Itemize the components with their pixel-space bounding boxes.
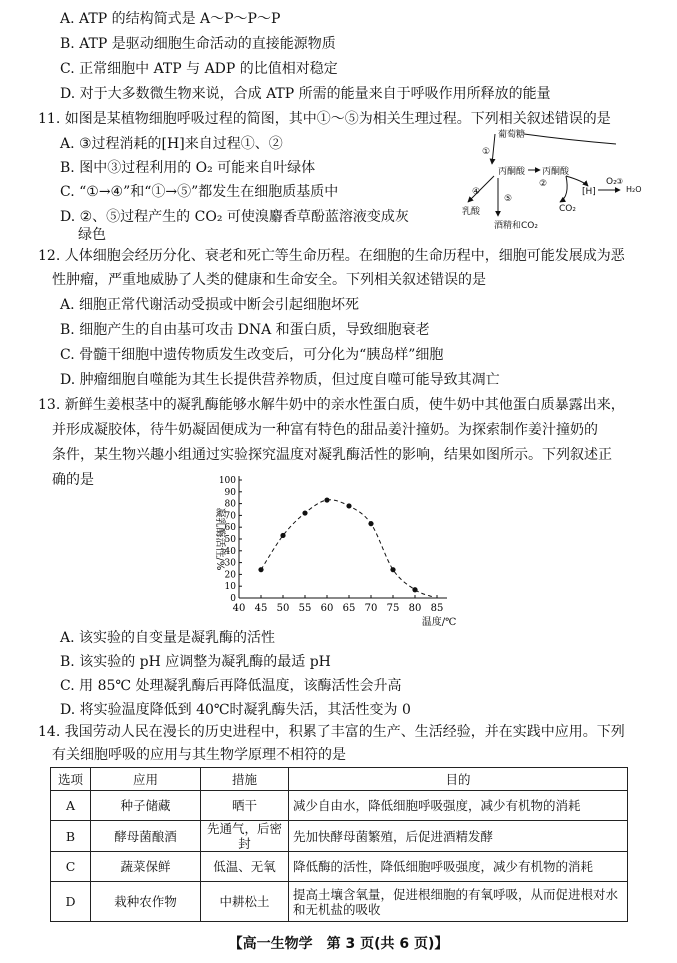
q11-option-c: C. “①→④”和“①→⑤”都发生在细胞质基质中 <box>60 184 339 200</box>
q11-option-b: B. 图中③过程利用的 O₂ 可能来自叶绿体 <box>60 160 316 176</box>
cell-measure: 中耕松土 <box>201 882 289 922</box>
page-footer: 【高一生物学 第 3 页(共 6 页)】 <box>228 936 449 952</box>
process-1-label: ① <box>482 147 491 157</box>
data-point <box>302 510 307 515</box>
cell-option: D <box>51 882 91 922</box>
cell-option: A <box>51 791 91 821</box>
pyruvate2-label: 丙酮酸 <box>542 167 570 177</box>
h-label: [H] <box>582 187 596 197</box>
alcohol-co2-label: 酒精和CO₂ <box>494 221 538 231</box>
q13-stem-line-4: 确的是 <box>52 472 94 488</box>
data-point <box>412 587 417 592</box>
cell-measure: 先通气，后密封 <box>201 821 289 852</box>
cell-purpose: 降低酶的活性，降低细胞呼吸强度，减少有机物的消耗 <box>289 852 628 882</box>
data-point <box>368 521 373 526</box>
table-row <box>51 821 628 852</box>
y-tick-label: 40 <box>224 546 236 557</box>
cell-application: 酵母菌酿酒 <box>91 821 201 852</box>
q12-option-b: B. 细胞产生的自由基可攻击 DNA 和蛋白质，导致细胞衰老 <box>60 322 430 338</box>
y-tick-label: 30 <box>224 558 236 569</box>
data-point <box>324 497 329 502</box>
q12-option-d: D. 肿瘤细胞自噬能为其生长提供营养物质，但过度自噬可能导致其凋亡 <box>60 372 500 388</box>
cell-application: 栽种农作物 <box>91 882 201 922</box>
pyruvate-label: 丙酮酸 <box>498 167 526 177</box>
y-tick-label: 20 <box>224 570 236 581</box>
q14-table <box>50 767 628 922</box>
q14-stem-line-2: 有关细胞呼吸的应用与其生物学原理不相符的是 <box>52 747 346 763</box>
x-tick-label: 80 <box>408 603 422 614</box>
cell-option: C <box>51 852 91 882</box>
x-tick-label: 65 <box>342 603 356 614</box>
header-application: 应用 <box>91 768 201 791</box>
y-tick-label: 80 <box>224 499 236 510</box>
process-3-label: ③ <box>616 177 624 186</box>
trend-curve <box>261 500 433 597</box>
table-row <box>51 852 628 882</box>
y-tick-label: 70 <box>224 511 236 522</box>
q10-option-c: C. 正常细胞中 ATP 与 ADP 的比值相对稳定 <box>60 61 338 77</box>
q11-option-a: A. ③过程消耗的[H]来自过程①、② <box>60 136 283 152</box>
q13-option-b: B. 该实验的 pH 应调整为凝乳酶的最适 pH <box>60 654 331 670</box>
q10-option-b: B. ATP 是驱动细胞生命活动的直接能源物质 <box>60 36 336 52</box>
cell-option: B <box>51 821 91 852</box>
q13-stem-line-2: 并形成凝胶体，待牛奶凝固便成为一种富有特色的甜品姜汁撞奶。为探索制作姜汁撞奶的 <box>52 422 598 438</box>
x-axis-label: 温度/℃ <box>421 617 457 628</box>
process-2-label: ② <box>539 179 548 189</box>
process-5-label: ⑤ <box>504 194 513 204</box>
cell-application: 蔬菜保鲜 <box>91 852 201 882</box>
x-tick-label: 45 <box>254 603 268 614</box>
respiration-diagram <box>448 126 648 238</box>
y-tick-label: 50 <box>224 535 236 545</box>
h2o-label: H₂O <box>626 185 642 194</box>
co2-label: CO₂ <box>559 204 576 214</box>
cell-purpose: 提高土壤含氧量，促进根细胞的有氧呼吸，从而促进根对水和无机盐的吸收 <box>289 882 628 922</box>
x-tick-label: 40 <box>232 603 246 614</box>
cell-measure: 低温、无氧 <box>201 852 289 882</box>
data-point <box>280 533 285 538</box>
q11-stem: 11. 如图是某植物细胞呼吸过程的简图，其中①～⑤为相关生理过程。下列相关叙述错误的是 <box>38 111 611 127</box>
q13-option-d: D. 将实验温度降低到 40℃时凝乳酶失活，其活性变为 0 <box>60 702 411 718</box>
q12-option-a: A. 细胞正常代谢活动受损或中断会引起细胞坏死 <box>60 297 360 313</box>
y-tick-label: 60 <box>224 523 236 534</box>
q13-option-c: C. 用 85℃ 处理凝乳酶后再降低温度，该酶活性会升高 <box>60 678 402 694</box>
q10-option-a: A. ATP 的结构简式是 A～P～P～P <box>60 11 281 27</box>
q13-option-a: A. 该实验的自变量是凝乳酶的活性 <box>60 630 276 646</box>
x-tick-label: 60 <box>320 603 334 614</box>
data-point <box>390 567 395 572</box>
header-option: 选项 <box>51 768 91 791</box>
q12-stem-line-1: 12. 人体细胞会经历分化、衰老和死亡等生命历程。在细胞的生命历程中，细胞可能发展成为恶 <box>38 248 625 264</box>
x-tick-label: 85 <box>430 603 444 614</box>
header-measure: 措施 <box>201 768 289 791</box>
table-row <box>51 791 628 821</box>
data-point <box>258 567 263 572</box>
lactic-acid-label: 乳酸 <box>462 207 481 217</box>
cell-measure: 晒干 <box>201 791 289 821</box>
cell-purpose: 先加快酵母菌繁殖，后促进酒精发酵 <box>289 821 628 852</box>
y-tick-label: 10 <box>224 582 236 593</box>
q11-option-d: D. ②、⑤过程产生的 CO₂ 可使溴麝香草酚蓝溶液变成灰 <box>60 209 409 225</box>
cell-application: 种子储藏 <box>91 791 201 821</box>
enzyme-activity-chart <box>205 470 475 630</box>
q12-option-c: C. 骨髓干细胞中遗传物质发生改变后，可分化为“胰岛样”细胞 <box>60 347 444 363</box>
data-point <box>346 503 351 508</box>
glucose-label: 葡萄糖 <box>498 130 526 140</box>
q12-stem-line-2: 性肿瘤，严重地威胁了人类的健康和生命安全。下列相关叙述错误的是 <box>52 272 486 288</box>
q14-stem-line-1: 14. 我国劳动人民在漫长的历史进程中，积累了丰富的生产、生活经验，并在实践中应用。下列 <box>38 724 625 740</box>
q10-option-d: D. 对于大多数微生物来说，合成 ATP 所需的能量来自于呼吸作用所释放的能量 <box>60 86 551 102</box>
q13-stem-line-3: 条件，某生物兴趣小组通过实验探究温度对凝乳酶活性的影响，结果如图所示。下列叙述正 <box>52 447 612 463</box>
x-tick-label: 50 <box>276 603 290 614</box>
x-tick-label: 55 <box>298 603 312 614</box>
y-axis-label: 凝乳酶活性/% <box>214 507 225 571</box>
o2-label: O₂ <box>606 177 617 187</box>
table-row <box>51 882 628 922</box>
cell-purpose: 减少自由水，降低细胞呼吸强度，减少有机物的消耗 <box>289 791 628 821</box>
q13-stem-line-1: 13. 新鲜生姜根茎中的凝乳酶能够水解牛奶中的亲水性蛋白质，使牛奶中其他蛋白质暴露出来， <box>38 397 625 413</box>
q11-option-d-cont: 绿色 <box>78 227 106 243</box>
x-tick-label: 70 <box>364 603 378 614</box>
y-tick-label: 100 <box>218 476 236 486</box>
process-4-label: ④ <box>472 187 481 197</box>
header-purpose: 目的 <box>289 768 628 791</box>
x-tick-label: 75 <box>386 603 400 614</box>
y-tick-label: 0 <box>230 594 236 604</box>
y-tick-label: 90 <box>224 487 236 498</box>
